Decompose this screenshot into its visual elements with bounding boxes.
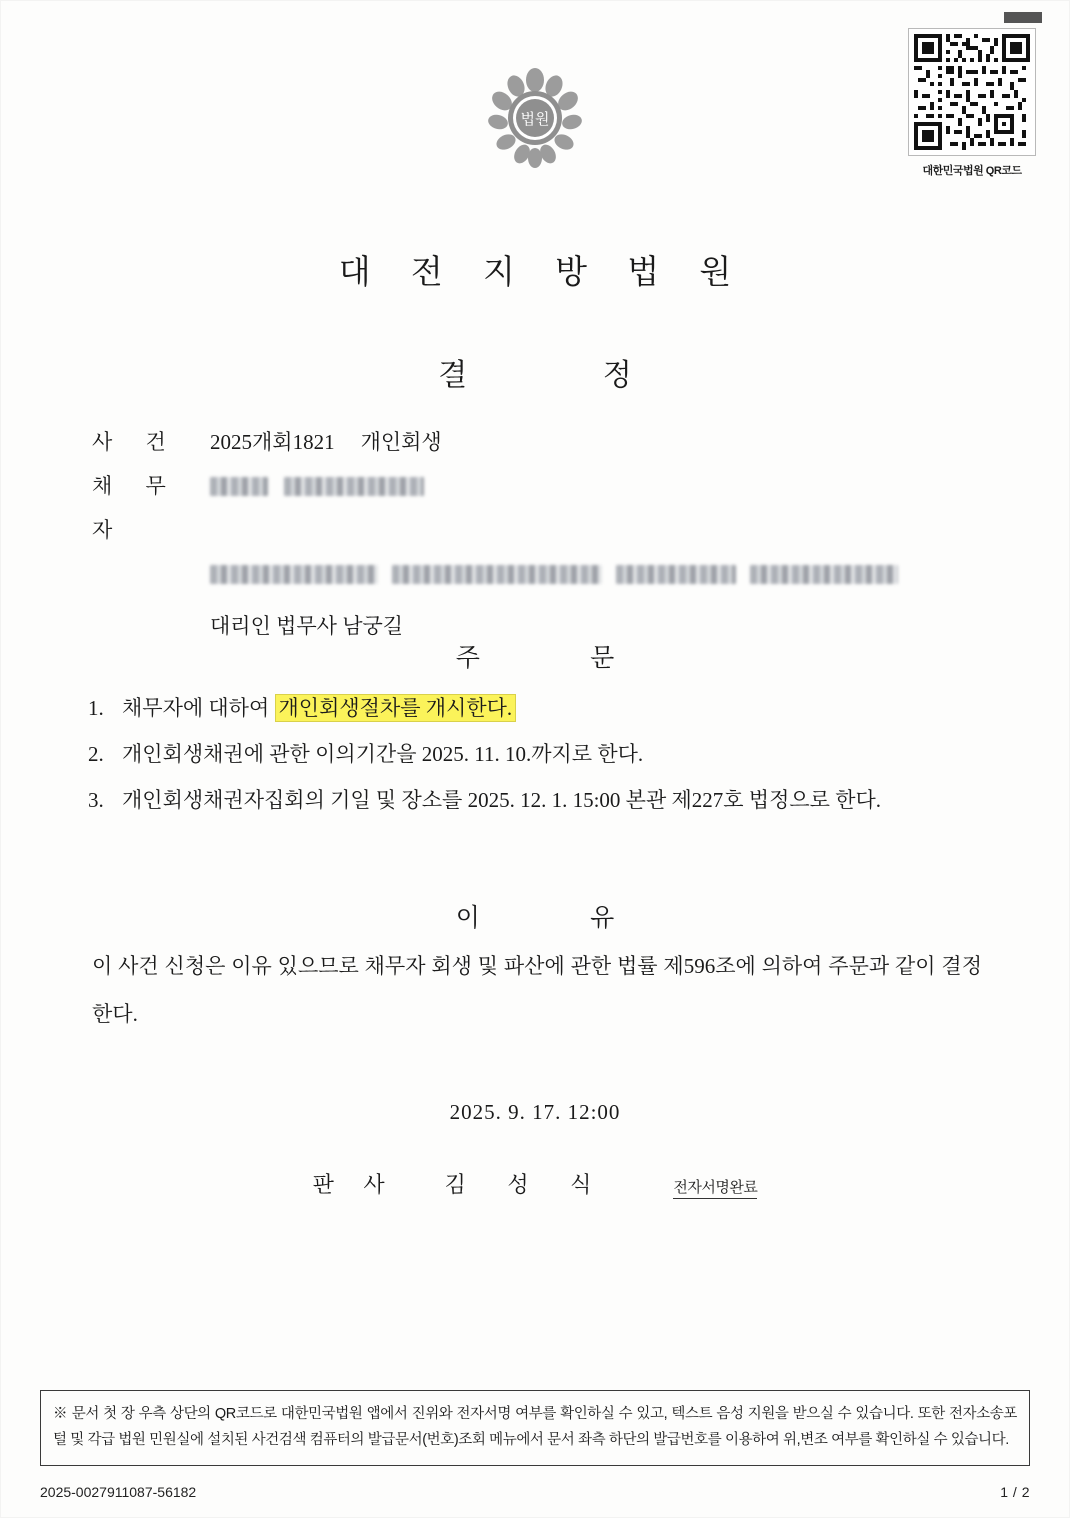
decision-date: 2025. 9. 17. 12:00 — [449, 1100, 621, 1124]
debtor-row — [92, 464, 990, 552]
reason-body-text: 이 사건 신청은 이유 있으므로 채무자 회생 및 파산에 관한 법률 제596조에 의하여 주문과 같이 결정한다. — [92, 954, 982, 1026]
order-item-number: 1. — [88, 696, 104, 720]
redaction-bar — [392, 565, 602, 584]
reason-section-heading: 이 유 — [455, 905, 667, 932]
redaction-bar — [284, 477, 424, 496]
order-list — [88, 686, 990, 824]
case-number: 2025개회1821 — [210, 430, 335, 454]
scan-corner-mark — [1004, 12, 1042, 23]
case-info-block — [92, 420, 990, 648]
document-type-title: 결 정 — [438, 359, 696, 392]
agent-value: 대리인 법무사 남궁길 — [210, 614, 404, 638]
order-item-highlight: 개인회생절차를 개시한다. — [275, 694, 517, 722]
page-indicator: 1 / 2 — [1000, 1484, 1030, 1500]
redaction-bar — [210, 565, 378, 584]
qr-caption: 대한민국법원 QR코드 — [922, 165, 1022, 177]
debtor-label: 채 무 자 — [92, 474, 180, 542]
page-title: 대 전 지 방 법 원 — [338, 255, 748, 291]
judge-label: 판 사 — [312, 1172, 397, 1197]
footer-notice: ※ 문서 첫 장 우측 상단의 QR코드로 대한민국법원 앱에서 진위와 전자서명 여부를 확인하실 수 있고, 텍스트 음성 지원을 받으실 수 있습니다. 또한 전자소송포털 및 각급 법원 민원실에 설치된 사건검색 컴퓨터의 발급문서(번호)조회 메뉴에서 문서 좌측 하단의 발급번호를 이용하여 위,변조 여부를 확인하실 수 있습니다. — [40, 1390, 1030, 1466]
court-emblem-icon — [480, 66, 590, 176]
order-item — [88, 778, 990, 822]
qr-block — [902, 28, 1042, 178]
debtor-address-row — [92, 552, 990, 596]
issue-number: 2025-0027911087-56182 — [40, 1484, 197, 1500]
debtor-value-redacted — [210, 464, 990, 508]
case-value — [210, 420, 990, 464]
order-item-text: 개인회생채권자집회의 기일 및 장소를 2025. 12. 1. 15:00 본관 제227호 법정으로 한다. — [122, 788, 882, 812]
redaction-bar — [616, 565, 736, 584]
electronic-signature-stamp: 전자서명완료 — [673, 1176, 757, 1199]
order-item-text: 개인회생채권에 관한 이의기간을 2025. 11. 10.까지로 한다. — [122, 742, 644, 766]
judge-signature-row — [0, 1168, 1070, 1199]
judge-name: 김 성 식 — [444, 1172, 610, 1197]
redaction-bar — [210, 477, 268, 496]
order-item-number: 3. — [88, 788, 104, 812]
order-section-heading: 주 문 — [455, 645, 667, 672]
svg-text:법원: 법원 — [520, 112, 550, 128]
qr-code[interactable] — [908, 28, 1036, 156]
redaction-bar — [750, 565, 898, 584]
order-item-text — [122, 686, 990, 730]
order-item — [88, 732, 990, 776]
qr-code-graphic — [914, 34, 1030, 150]
debtor-address-redacted — [210, 552, 990, 596]
case-label: 사 건 — [92, 430, 180, 454]
order-item — [88, 686, 990, 730]
footer-row — [40, 1484, 1030, 1500]
order-item-number: 2. — [88, 742, 104, 766]
case-number-row — [92, 420, 990, 464]
order-item-text-before: 채무자에 대하여 — [122, 696, 270, 720]
case-type: 개인회생 — [360, 430, 442, 454]
